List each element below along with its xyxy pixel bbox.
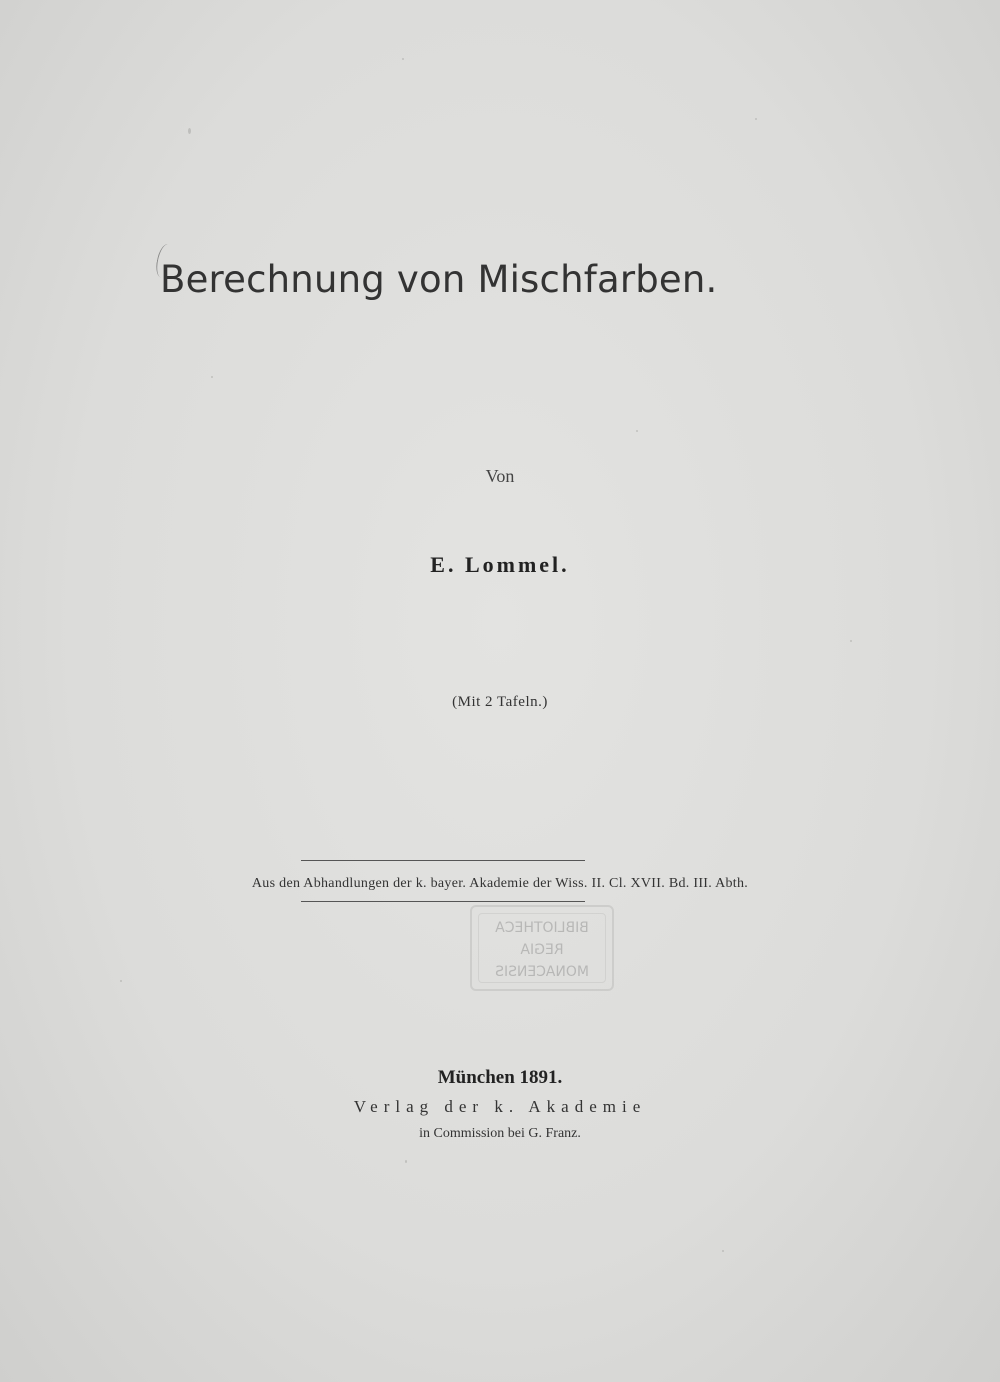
paper-speck [211, 376, 213, 378]
stamp-line: MONACENSIS [495, 964, 589, 980]
imprint-city-year: München 1891. [437, 1067, 563, 1088]
plates-note: (Mit 2 Tafeln.) [452, 694, 548, 710]
author-name: E. Lommel. [430, 552, 570, 577]
library-stamp-icon [470, 905, 614, 991]
paper-speck [722, 1250, 724, 1252]
paper-speck [188, 128, 191, 134]
divider-top [301, 860, 585, 861]
stamp-line: BIBLIOTHECA [495, 920, 589, 936]
paper-speck [120, 980, 122, 982]
page-title: Berechnung von Mischfarben. [160, 258, 718, 301]
stamp-line: REGIA [520, 942, 564, 958]
paper-speck [636, 430, 638, 432]
by-label: Von [485, 466, 515, 486]
paper-speck [402, 58, 404, 60]
paper-speck [850, 640, 852, 642]
imprint-publisher: Verlag der k. Akademie [353, 1097, 647, 1116]
paper-speck [405, 1160, 407, 1163]
source-note: Aus den Abhandlungen der k. bayer. Akademie der Wiss. II. Cl. XVII. Bd. III. Abth. [251, 876, 749, 891]
imprint-commission: in Commission bei G. Franz. [419, 1126, 581, 1141]
divider-bottom [301, 901, 585, 902]
paper-speck [755, 118, 757, 120]
